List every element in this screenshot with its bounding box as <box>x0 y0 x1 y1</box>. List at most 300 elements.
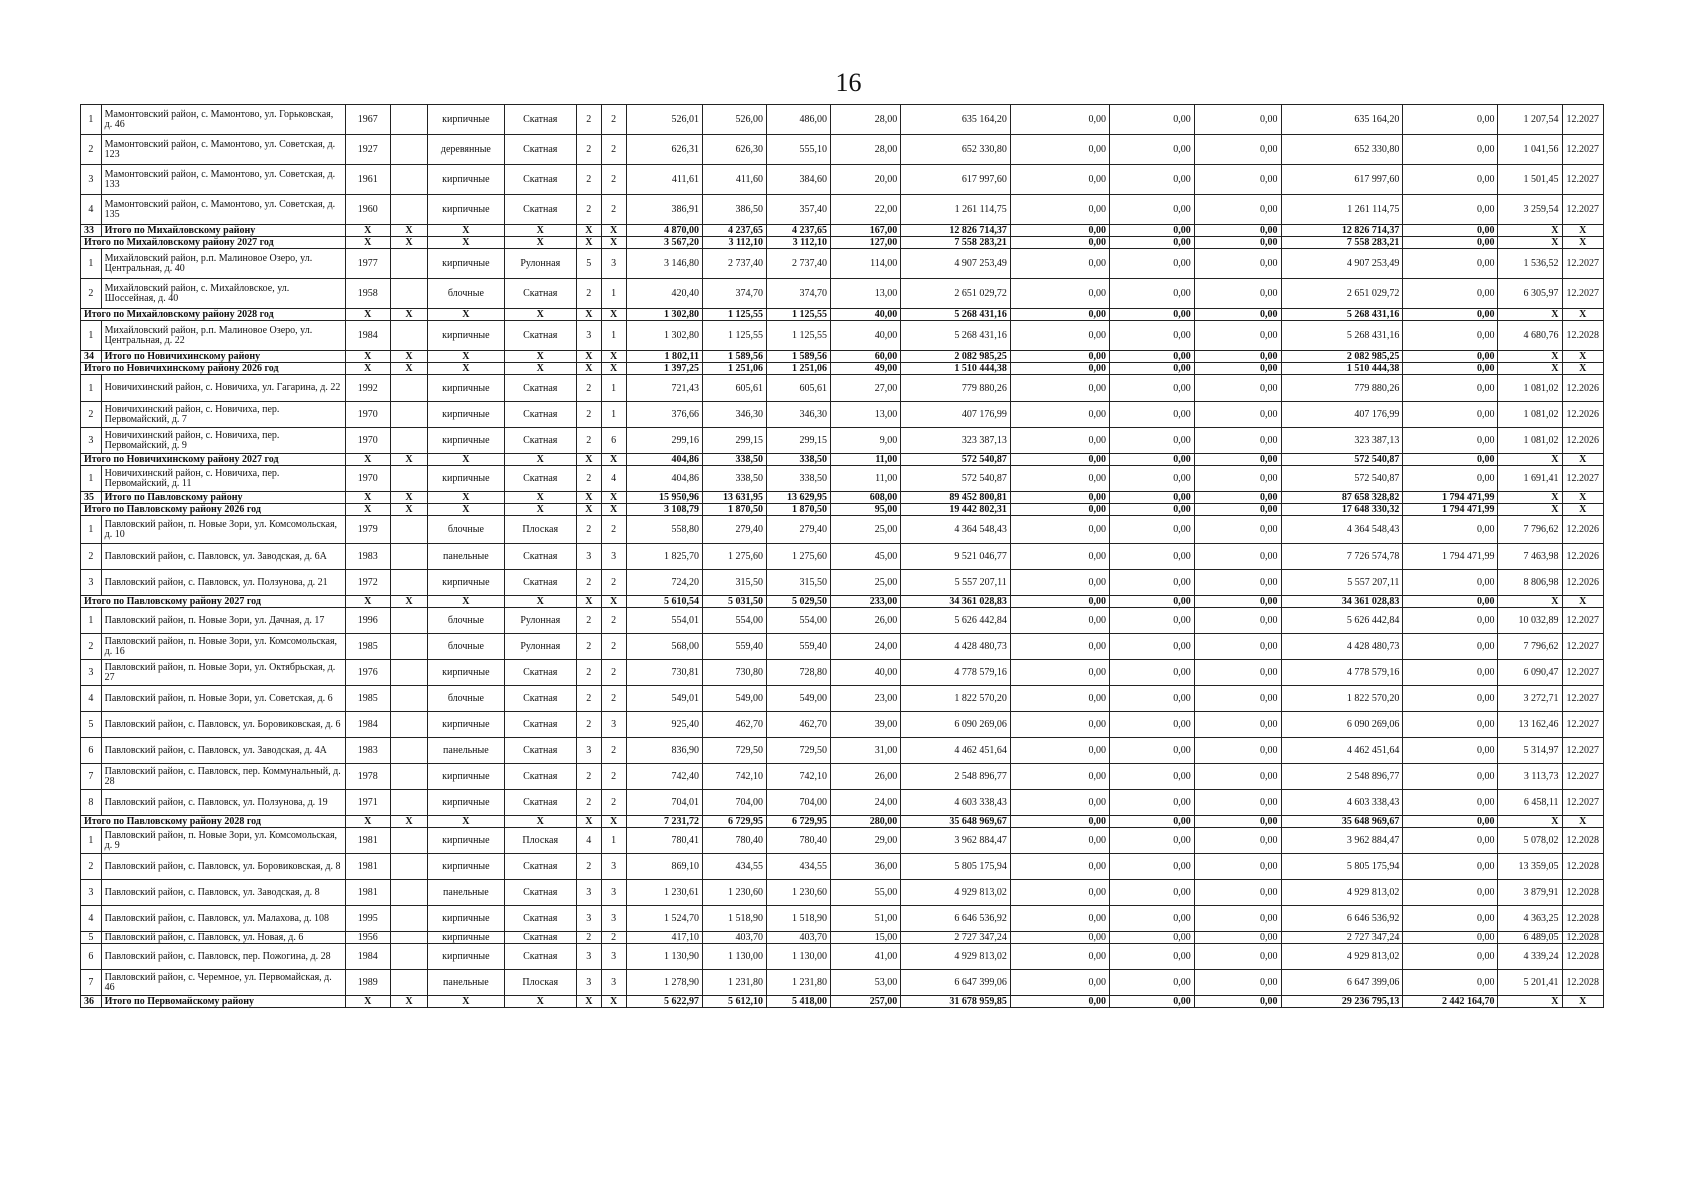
cell-residents-count: 60,00 <box>831 351 901 363</box>
cell-year-built: 1996 <box>345 608 390 634</box>
cell-federal-funds: 0,00 <box>1010 570 1109 596</box>
cell-floors: 5 <box>576 249 601 279</box>
cell-completion-date: 12.2027 <box>1562 686 1603 712</box>
cell-local-funds: 0,00 <box>1194 165 1281 195</box>
cell-local-funds: 0,00 <box>1194 944 1281 970</box>
cell-entrances: 2 <box>601 660 626 686</box>
cell-total-cost: 5 626 442,84 <box>901 608 1011 634</box>
cell-completion-date: 12.2028 <box>1562 321 1603 351</box>
cell-federal-funds: 0,00 <box>1010 249 1109 279</box>
cell-wall-material: кирпичные <box>428 712 504 738</box>
cell-address: Михайловский район, р.п. Малиновое Озеро, ул. Центральная, д. 22 <box>101 321 345 351</box>
cell-floors: 4 <box>576 828 601 854</box>
cell-unit-cost: X <box>1498 596 1562 608</box>
cell-owners-funds: 34 361 028,83 <box>1281 596 1403 608</box>
cell-year-built: 1984 <box>345 321 390 351</box>
cell-area-residential-owned: 315,50 <box>767 570 831 596</box>
cell-local-funds: 0,00 <box>1194 764 1281 790</box>
cell-residents-count: 29,00 <box>831 828 901 854</box>
cell-regional-funds: 0,00 <box>1110 712 1195 738</box>
cell-total-cost: 4 603 338,43 <box>901 790 1011 816</box>
cell-row-number: Итого по Павловскому району 2026 год <box>81 504 346 516</box>
cell-total-cost: 89 452 800,81 <box>901 492 1011 504</box>
cell-wall-material: X <box>428 596 504 608</box>
cell-residents-count: 28,00 <box>831 135 901 165</box>
cell-federal-funds: 0,00 <box>1010 135 1109 165</box>
cell-total-area: 3 567,20 <box>626 237 702 249</box>
cell-area-residential-owned: 1 251,06 <box>767 363 831 375</box>
cell-year-built: 1958 <box>345 279 390 309</box>
cell-completion-date: 12.2026 <box>1562 544 1603 570</box>
cell-area-residential: 338,50 <box>702 466 766 492</box>
cell-residents-count: 9,00 <box>831 428 901 454</box>
cell-roof-type: Скатная <box>504 135 576 165</box>
cell-residents-count: 11,00 <box>831 454 901 466</box>
cell-floors: 2 <box>576 195 601 225</box>
cell-federal-funds: 0,00 <box>1010 454 1109 466</box>
cell-year-reconstructed <box>390 880 427 906</box>
cell-area-residential: 374,70 <box>702 279 766 309</box>
cell-area-residential: 729,50 <box>702 738 766 764</box>
cell-entrances: 4 <box>601 466 626 492</box>
table-row <box>81 906 1604 932</box>
cell-completion-date: 12.2027 <box>1562 135 1603 165</box>
cell-wall-material: кирпичные <box>428 466 504 492</box>
cell-row-number: 2 <box>81 402 102 428</box>
cell-other-funds: 2 442 164,70 <box>1403 996 1498 1008</box>
cell-entrances: 6 <box>601 428 626 454</box>
cell-roof-type: Скатная <box>504 686 576 712</box>
cell-area-residential: 299,15 <box>702 428 766 454</box>
cell-regional-funds: 0,00 <box>1110 351 1195 363</box>
cell-residents-count: 280,00 <box>831 816 901 828</box>
cell-total-cost: 1 822 570,20 <box>901 686 1011 712</box>
cell-total-area: 7 231,72 <box>626 816 702 828</box>
cell-wall-material: блочные <box>428 634 504 660</box>
table-row <box>81 570 1604 596</box>
cell-entrances: X <box>601 504 626 516</box>
cell-regional-funds: 0,00 <box>1110 790 1195 816</box>
cell-floors: 2 <box>576 790 601 816</box>
cell-row-number: Итого по Михайловскому району 2028 год <box>81 309 346 321</box>
cell-federal-funds: 0,00 <box>1010 466 1109 492</box>
cell-address: Павловский район, с. Павловск, ул. Новая, д. 6 <box>101 932 345 944</box>
cell-area-residential-owned: 462,70 <box>767 712 831 738</box>
cell-floors: 2 <box>576 428 601 454</box>
cell-floors: 3 <box>576 738 601 764</box>
cell-floors: 2 <box>576 466 601 492</box>
cell-area-residential-owned: 13 629,95 <box>767 492 831 504</box>
cell-roof-type: Рулонная <box>504 608 576 634</box>
cell-federal-funds: 0,00 <box>1010 363 1109 375</box>
cell-wall-material: X <box>428 504 504 516</box>
cell-total-area: 3 108,79 <box>626 504 702 516</box>
cell-entrances: X <box>601 309 626 321</box>
cell-roof-type: Скатная <box>504 544 576 570</box>
cell-address: Михайловский район, р.п. Малиновое Озеро, ул. Центральная, д. 40 <box>101 249 345 279</box>
cell-residents-count: 13,00 <box>831 402 901 428</box>
cell-entrances: 2 <box>601 738 626 764</box>
cell-regional-funds: 0,00 <box>1110 428 1195 454</box>
cell-year-reconstructed <box>390 970 427 996</box>
cell-area-residential-owned: 728,80 <box>767 660 831 686</box>
cell-area-residential: 554,00 <box>702 608 766 634</box>
cell-local-funds: 0,00 <box>1194 932 1281 944</box>
cell-year-reconstructed <box>390 944 427 970</box>
cell-completion-date: 12.2027 <box>1562 466 1603 492</box>
cell-total-cost: 5 268 431,16 <box>901 309 1011 321</box>
cell-completion-date: 12.2026 <box>1562 375 1603 402</box>
cell-year-reconstructed <box>390 570 427 596</box>
cell-year-built: 1984 <box>345 712 390 738</box>
table-row <box>81 660 1604 686</box>
table-row <box>81 764 1604 790</box>
cell-residents-count: 608,00 <box>831 492 901 504</box>
cell-roof-type: Скатная <box>504 660 576 686</box>
cell-residents-count: 15,00 <box>831 932 901 944</box>
cell-owners-funds: 17 648 330,32 <box>1281 504 1403 516</box>
cell-total-area: 1 302,80 <box>626 309 702 321</box>
cell-area-residential-owned: 2 737,40 <box>767 249 831 279</box>
cell-federal-funds: 0,00 <box>1010 492 1109 504</box>
cell-address: Новичихинский район, с. Новичиха, ул. Гагарина, д. 22 <box>101 375 345 402</box>
cell-wall-material: кирпичные <box>428 660 504 686</box>
cell-owners-funds: 5 268 431,16 <box>1281 321 1403 351</box>
cell-floors: 2 <box>576 516 601 544</box>
cell-area-residential: 742,10 <box>702 764 766 790</box>
cell-total-cost: 1 261 114,75 <box>901 195 1011 225</box>
cell-total-cost: 35 648 969,67 <box>901 816 1011 828</box>
cell-regional-funds: 0,00 <box>1110 135 1195 165</box>
table-row <box>81 249 1604 279</box>
cell-other-funds: 0,00 <box>1403 237 1498 249</box>
cell-year-built: 1976 <box>345 660 390 686</box>
cell-row-number: 4 <box>81 686 102 712</box>
cell-wall-material: кирпичные <box>428 105 504 135</box>
cell-local-funds: 0,00 <box>1194 466 1281 492</box>
cell-other-funds: 0,00 <box>1403 375 1498 402</box>
cell-local-funds: 0,00 <box>1194 880 1281 906</box>
cell-total-area: 376,66 <box>626 402 702 428</box>
cell-owners-funds: 635 164,20 <box>1281 105 1403 135</box>
cell-other-funds: 0,00 <box>1403 790 1498 816</box>
cell-owners-funds: 652 330,80 <box>1281 135 1403 165</box>
cell-roof-type: Рулонная <box>504 634 576 660</box>
cell-roof-type: X <box>504 237 576 249</box>
cell-wall-material: кирпичные <box>428 402 504 428</box>
cell-other-funds: 0,00 <box>1403 634 1498 660</box>
table-row <box>81 686 1604 712</box>
cell-area-residential: 559,40 <box>702 634 766 660</box>
cell-total-area: 404,86 <box>626 466 702 492</box>
cell-regional-funds: 0,00 <box>1110 686 1195 712</box>
cell-total-area: 1 524,70 <box>626 906 702 932</box>
cell-row-number: 1 <box>81 828 102 854</box>
cell-other-funds: 0,00 <box>1403 854 1498 880</box>
cell-floors: 3 <box>576 880 601 906</box>
cell-federal-funds: 0,00 <box>1010 660 1109 686</box>
cell-local-funds: 0,00 <box>1194 816 1281 828</box>
cell-roof-type: Скатная <box>504 764 576 790</box>
cell-total-cost: 572 540,87 <box>901 466 1011 492</box>
table-row <box>81 402 1604 428</box>
cell-federal-funds: 0,00 <box>1010 944 1109 970</box>
cell-roof-type: Скатная <box>504 165 576 195</box>
cell-other-funds: 0,00 <box>1403 454 1498 466</box>
cell-local-funds: 0,00 <box>1194 634 1281 660</box>
cell-row-number: Итого по Павловскому району 2028 год <box>81 816 346 828</box>
cell-residents-count: 51,00 <box>831 906 901 932</box>
capital-repair-table <box>80 104 1604 1008</box>
cell-entrances: 1 <box>601 828 626 854</box>
cell-year-reconstructed <box>390 608 427 634</box>
cell-area-residential: 2 737,40 <box>702 249 766 279</box>
cell-local-funds: 0,00 <box>1194 225 1281 237</box>
cell-owners-funds: 7 726 574,78 <box>1281 544 1403 570</box>
cell-regional-funds: 0,00 <box>1110 466 1195 492</box>
cell-roof-type: Скатная <box>504 932 576 944</box>
cell-total-area: 780,41 <box>626 828 702 854</box>
cell-owners-funds: 2 727 347,24 <box>1281 932 1403 944</box>
cell-completion-date: X <box>1562 454 1603 466</box>
cell-address: Новичихинский район, с. Новичиха, пер. Первомайский, д. 9 <box>101 428 345 454</box>
cell-row-number: 1 <box>81 375 102 402</box>
cell-completion-date: 12.2028 <box>1562 854 1603 880</box>
cell-wall-material: X <box>428 309 504 321</box>
cell-address: Павловский район, п. Новые Зори, ул. Октябрьская, д. 27 <box>101 660 345 686</box>
cell-area-residential: 315,50 <box>702 570 766 596</box>
cell-total-cost: 7 558 283,21 <box>901 237 1011 249</box>
cell-floors: 3 <box>576 970 601 996</box>
cell-total-area: 558,80 <box>626 516 702 544</box>
cell-residents-count: 26,00 <box>831 764 901 790</box>
cell-year-reconstructed <box>390 321 427 351</box>
cell-total-area: 3 146,80 <box>626 249 702 279</box>
cell-total-cost: 6 646 536,92 <box>901 906 1011 932</box>
cell-federal-funds: 0,00 <box>1010 279 1109 309</box>
cell-regional-funds: 0,00 <box>1110 454 1195 466</box>
table-row <box>81 790 1604 816</box>
cell-regional-funds: 0,00 <box>1110 996 1195 1008</box>
cell-total-cost: 572 540,87 <box>901 454 1011 466</box>
cell-wall-material: блочные <box>428 686 504 712</box>
cell-row-number: 34 <box>81 351 102 363</box>
cell-local-funds: 0,00 <box>1194 321 1281 351</box>
cell-unit-cost: X <box>1498 225 1562 237</box>
cell-year-reconstructed: X <box>390 596 427 608</box>
cell-unit-cost: 1 691,41 <box>1498 466 1562 492</box>
cell-regional-funds: 0,00 <box>1110 225 1195 237</box>
cell-regional-funds: 0,00 <box>1110 660 1195 686</box>
cell-area-residential: 5 612,10 <box>702 996 766 1008</box>
cell-total-cost: 2 727 347,24 <box>901 932 1011 944</box>
cell-owners-funds: 4 364 548,43 <box>1281 516 1403 544</box>
cell-total-area: 404,86 <box>626 454 702 466</box>
cell-roof-type: Скатная <box>504 466 576 492</box>
cell-total-cost: 2 651 029,72 <box>901 279 1011 309</box>
cell-local-funds: 0,00 <box>1194 712 1281 738</box>
cell-address: Итого по Михайловскому району <box>101 225 345 237</box>
cell-local-funds: 0,00 <box>1194 279 1281 309</box>
cell-unit-cost: 3 259,54 <box>1498 195 1562 225</box>
cell-address: Павловский район, с. Павловск, ул. Боровиковская, д. 8 <box>101 854 345 880</box>
cell-regional-funds: 0,00 <box>1110 816 1195 828</box>
cell-floors: 3 <box>576 906 601 932</box>
cell-floors: 2 <box>576 402 601 428</box>
cell-completion-date: 12.2026 <box>1562 516 1603 544</box>
cell-regional-funds: 0,00 <box>1110 237 1195 249</box>
cell-wall-material: кирпичные <box>428 932 504 944</box>
cell-year-reconstructed: X <box>390 504 427 516</box>
cell-wall-material: кирпичные <box>428 321 504 351</box>
cell-roof-type: Скатная <box>504 105 576 135</box>
cell-total-area: 1 397,25 <box>626 363 702 375</box>
cell-local-funds: 0,00 <box>1194 738 1281 764</box>
cell-year-built: 1972 <box>345 570 390 596</box>
cell-total-area: 626,31 <box>626 135 702 165</box>
cell-unit-cost: 1 041,56 <box>1498 135 1562 165</box>
cell-regional-funds: 0,00 <box>1110 880 1195 906</box>
cell-regional-funds: 0,00 <box>1110 764 1195 790</box>
cell-total-cost: 34 361 028,83 <box>901 596 1011 608</box>
cell-completion-date: 12.2027 <box>1562 249 1603 279</box>
cell-row-number: 35 <box>81 492 102 504</box>
cell-area-residential: 1 251,06 <box>702 363 766 375</box>
cell-entrances: 2 <box>601 195 626 225</box>
cell-federal-funds: 0,00 <box>1010 816 1109 828</box>
cell-address: Новичихинский район, с. Новичиха, пер. Первомайский, д. 7 <box>101 402 345 428</box>
cell-owners-funds: 4 428 480,73 <box>1281 634 1403 660</box>
cell-year-built: X <box>345 596 390 608</box>
cell-other-funds: 0,00 <box>1403 516 1498 544</box>
cell-year-built: 1984 <box>345 944 390 970</box>
cell-row-number: Итого по Михайловскому району 2027 год <box>81 237 346 249</box>
cell-address: Павловский район, п. Новые Зори, ул. Комсомольская, д. 16 <box>101 634 345 660</box>
cell-entrances: 2 <box>601 686 626 712</box>
cell-floors: X <box>576 237 601 249</box>
cell-total-cost: 4 428 480,73 <box>901 634 1011 660</box>
cell-year-reconstructed <box>390 375 427 402</box>
cell-other-funds: 0,00 <box>1403 195 1498 225</box>
cell-floors: 2 <box>576 660 601 686</box>
table-row <box>81 608 1604 634</box>
cell-floors: 2 <box>576 279 601 309</box>
cell-unit-cost: 1 081,02 <box>1498 428 1562 454</box>
cell-owners-funds: 572 540,87 <box>1281 454 1403 466</box>
cell-year-reconstructed: X <box>390 996 427 1008</box>
cell-year-reconstructed <box>390 165 427 195</box>
cell-completion-date: 12.2027 <box>1562 195 1603 225</box>
cell-other-funds: 0,00 <box>1403 105 1498 135</box>
cell-row-number: 3 <box>81 165 102 195</box>
cell-residents-count: 22,00 <box>831 195 901 225</box>
cell-entrances: X <box>601 351 626 363</box>
cell-unit-cost: X <box>1498 504 1562 516</box>
cell-total-cost: 1 510 444,38 <box>901 363 1011 375</box>
cell-total-cost: 4 462 451,64 <box>901 738 1011 764</box>
table-row <box>81 634 1604 660</box>
cell-local-funds: 0,00 <box>1194 996 1281 1008</box>
cell-year-built: X <box>345 363 390 375</box>
cell-area-residential: 626,30 <box>702 135 766 165</box>
cell-area-residential-owned: 6 729,95 <box>767 816 831 828</box>
cell-total-area: 15 950,96 <box>626 492 702 504</box>
cell-owners-funds: 779 880,26 <box>1281 375 1403 402</box>
cell-row-number: 3 <box>81 570 102 596</box>
cell-completion-date: X <box>1562 504 1603 516</box>
total-row <box>81 504 1604 516</box>
cell-local-funds: 0,00 <box>1194 970 1281 996</box>
cell-year-reconstructed <box>390 660 427 686</box>
cell-regional-funds: 0,00 <box>1110 854 1195 880</box>
cell-wall-material: кирпичные <box>428 375 504 402</box>
cell-floors: 2 <box>576 764 601 790</box>
cell-area-residential: 338,50 <box>702 454 766 466</box>
cell-row-number: 6 <box>81 738 102 764</box>
cell-entrances: 3 <box>601 544 626 570</box>
cell-floors: 2 <box>576 854 601 880</box>
cell-wall-material: X <box>428 454 504 466</box>
cell-local-funds: 0,00 <box>1194 516 1281 544</box>
cell-area-residential-owned: 1 230,60 <box>767 880 831 906</box>
cell-area-residential: 403,70 <box>702 932 766 944</box>
cell-year-built: 1967 <box>345 105 390 135</box>
table-row <box>81 712 1604 738</box>
cell-total-cost: 4 929 813,02 <box>901 880 1011 906</box>
cell-wall-material: кирпичные <box>428 428 504 454</box>
cell-other-funds: 0,00 <box>1403 466 1498 492</box>
cell-federal-funds: 0,00 <box>1010 544 1109 570</box>
cell-total-cost: 652 330,80 <box>901 135 1011 165</box>
cell-total-area: 836,90 <box>626 738 702 764</box>
cell-wall-material: кирпичные <box>428 854 504 880</box>
cell-area-residential: 605,61 <box>702 375 766 402</box>
cell-unit-cost: X <box>1498 309 1562 321</box>
cell-area-residential: 1 275,60 <box>702 544 766 570</box>
cell-regional-funds: 0,00 <box>1110 165 1195 195</box>
cell-year-reconstructed <box>390 854 427 880</box>
cell-local-funds: 0,00 <box>1194 351 1281 363</box>
cell-area-residential-owned: 1 589,56 <box>767 351 831 363</box>
cell-roof-type: Плоская <box>504 970 576 996</box>
cell-area-residential-owned: 559,40 <box>767 634 831 660</box>
cell-unit-cost: 4 339,24 <box>1498 944 1562 970</box>
cell-roof-type: X <box>504 504 576 516</box>
cell-address: Павловский район, с. Павловск, пер. Коммунальный, д. 28 <box>101 764 345 790</box>
table-row <box>81 932 1604 944</box>
cell-area-residential-owned: 338,50 <box>767 454 831 466</box>
cell-row-number: 36 <box>81 996 102 1008</box>
cell-unit-cost: 1 536,52 <box>1498 249 1562 279</box>
cell-year-built: X <box>345 996 390 1008</box>
cell-unit-cost: 1 081,02 <box>1498 402 1562 428</box>
cell-year-built: X <box>345 454 390 466</box>
cell-local-funds: 0,00 <box>1194 828 1281 854</box>
cell-area-residential: 346,30 <box>702 402 766 428</box>
cell-owners-funds: 5 805 175,94 <box>1281 854 1403 880</box>
cell-area-residential-owned: 605,61 <box>767 375 831 402</box>
cell-entrances: 2 <box>601 516 626 544</box>
cell-federal-funds: 0,00 <box>1010 790 1109 816</box>
cell-area-residential-owned: 403,70 <box>767 932 831 944</box>
cell-regional-funds: 0,00 <box>1110 906 1195 932</box>
cell-wall-material: кирпичные <box>428 570 504 596</box>
cell-year-built: 1995 <box>345 906 390 932</box>
cell-residents-count: 36,00 <box>831 854 901 880</box>
cell-area-residential-owned: 5 418,00 <box>767 996 831 1008</box>
cell-other-funds: 0,00 <box>1403 880 1498 906</box>
cell-address: Новичихинский район, с. Новичиха, пер. Первомайский, д. 11 <box>101 466 345 492</box>
